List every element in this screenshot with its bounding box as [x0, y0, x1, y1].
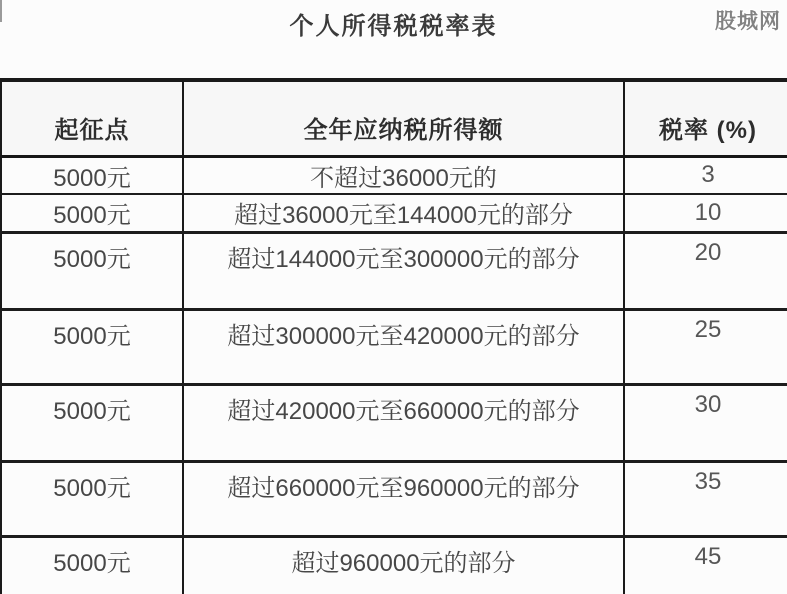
- table-row: [1, 310, 787, 385]
- cell-rate: 30: [624, 385, 787, 462]
- cell-bracket: 不超过36000元的: [183, 156, 624, 194]
- watermark-logo: 股城网: [715, 10, 781, 33]
- cell-rate: 3: [624, 156, 787, 194]
- cell-rate: 25: [624, 310, 787, 385]
- header-threshold: 起征点: [1, 80, 183, 156]
- cell-rate: 10: [624, 194, 787, 233]
- cell-threshold: 5000元: [1, 156, 183, 194]
- cell-threshold: 5000元: [1, 537, 183, 594]
- table-row: [1, 462, 787, 537]
- header-rate: 税率 (%): [624, 80, 787, 156]
- tax-rate-table: [0, 78, 787, 594]
- cell-bracket: 超过36000元至144000元的部分: [183, 194, 624, 233]
- cell-rate: 45: [624, 537, 787, 594]
- cell-threshold: 5000元: [1, 385, 183, 462]
- cell-threshold: 5000元: [1, 233, 183, 310]
- cell-bracket: 超过300000元至420000元的部分: [183, 310, 624, 385]
- table-row: [1, 156, 787, 194]
- cell-rate: 35: [624, 462, 787, 537]
- cell-threshold: 5000元: [1, 194, 183, 233]
- page-title: 个人所得税税率表: [289, 13, 498, 40]
- cell-bracket: 超过660000元至960000元的部分: [183, 462, 624, 537]
- cell-rate: 20: [624, 233, 787, 310]
- table-row: [1, 194, 787, 233]
- cell-bracket: 超过960000元的部分: [183, 537, 624, 594]
- table-row: [1, 233, 787, 310]
- cell-bracket: 超过144000元至300000元的部分: [183, 233, 624, 310]
- header-row: [1, 80, 787, 156]
- cell-threshold: 5000元: [1, 310, 183, 385]
- cell-bracket: 超过420000元至660000元的部分: [183, 385, 624, 462]
- table-row: [1, 385, 787, 462]
- header-taxable-income: 全年应纳税所得额: [183, 80, 624, 156]
- table-row: [1, 537, 787, 594]
- cell-threshold: 5000元: [1, 462, 183, 537]
